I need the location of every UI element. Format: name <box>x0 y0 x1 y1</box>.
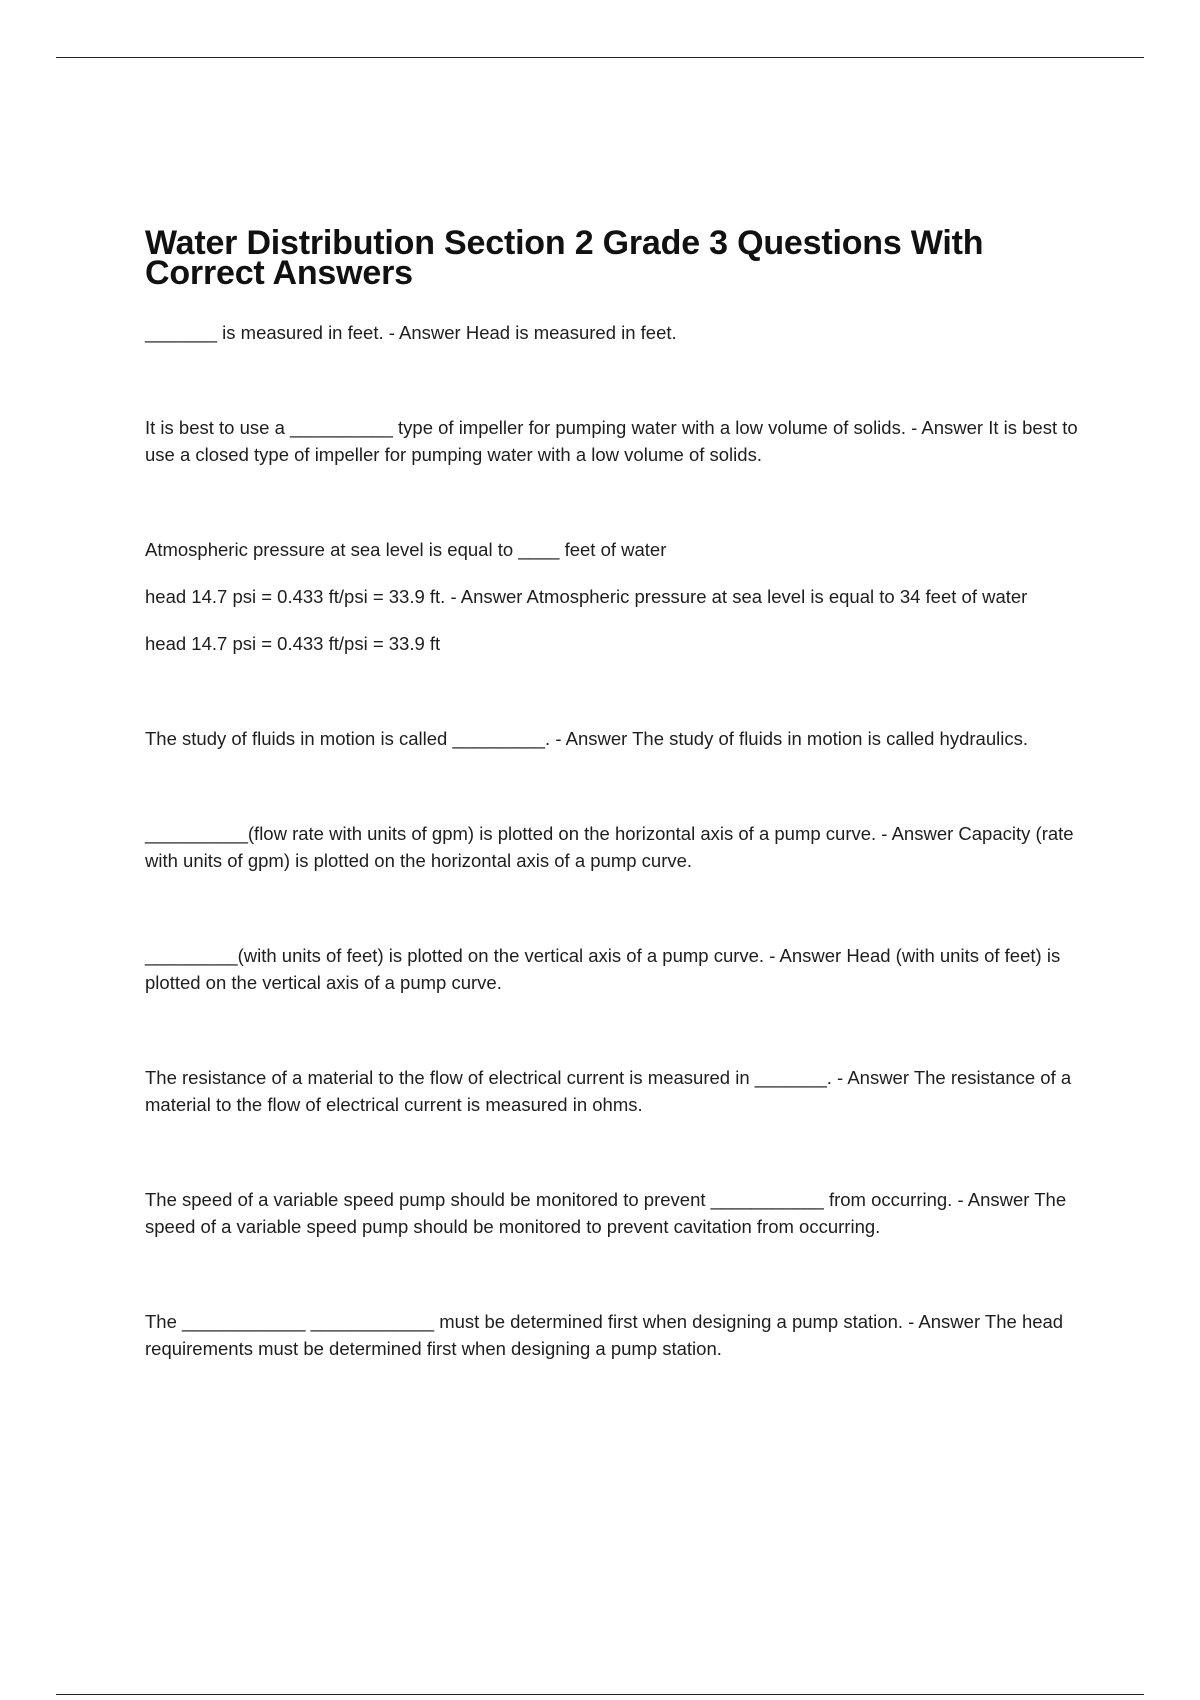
question-text: _________(with units of feet) is plotted on the vertical axis of a pump curve. - Answer Head (with units of feet) is plotted on the vertical axis of a pump curve. <box>145 945 1061 993</box>
question-item <box>145 820 1085 874</box>
question-text: It is best to use a __________ type of impeller for pumping water with a low volume of solids. - Answer It is best to use a closed type of impeller for pumping water with a low volume of solids. <box>145 417 1078 465</box>
question-text: The speed of a variable speed pump should be monitored to prevent ___________ from occurring. - Answer The speed of a variable speed pump should be monitored to prevent cavitation from occurring. <box>145 1189 1067 1237</box>
question-text: _______ is measured in feet. - Answer Head is measured in feet. <box>145 322 677 343</box>
question-text: head 14.7 psi = 0.433 ft/psi = 33.9 ft <box>145 633 441 654</box>
document-body <box>145 224 1085 1362</box>
question-text: The study of fluids in motion is called _________. - Answer The study of fluids in motion is called hydraulics. <box>145 728 1028 749</box>
question-item <box>145 414 1085 468</box>
question-list <box>145 319 1085 1362</box>
question-text: __________(flow rate with units of gpm) is plotted on the horizontal axis of a pump curve. - Answer Capacity (rate with units of gpm) is plotted on the horizontal axis of a pump curve. <box>145 823 1074 871</box>
question-item <box>145 319 1085 346</box>
question-item <box>145 725 1085 752</box>
question-text: The resistance of a material to the flow of electrical current is measured in _______. - Answer The resistance of a material to the flow of electrical current is measured in ohms. <box>145 1067 1072 1115</box>
question-item <box>145 1064 1085 1118</box>
document-title: Water Distribution Section 2 Grade 3 Questions With Correct Answers <box>145 224 984 292</box>
question-item <box>145 942 1085 996</box>
question-text: head 14.7 psi = 0.433 ft/psi = 33.9 ft. - Answer Atmospheric pressure at sea level is equal to 34 feet of water <box>145 586 1028 607</box>
question-item <box>145 1186 1085 1240</box>
question-text: Atmospheric pressure at sea level is equal to ____ feet of water <box>145 539 667 560</box>
footer-rule <box>56 1694 1144 1695</box>
header-rule <box>56 57 1144 58</box>
question-item <box>145 1308 1085 1362</box>
question-item <box>145 536 1085 657</box>
question-text: The ____________ ____________ must be determined first when designing a pump station. - Answer The head requirements must be determined first when designing a pump station. <box>145 1311 1064 1359</box>
